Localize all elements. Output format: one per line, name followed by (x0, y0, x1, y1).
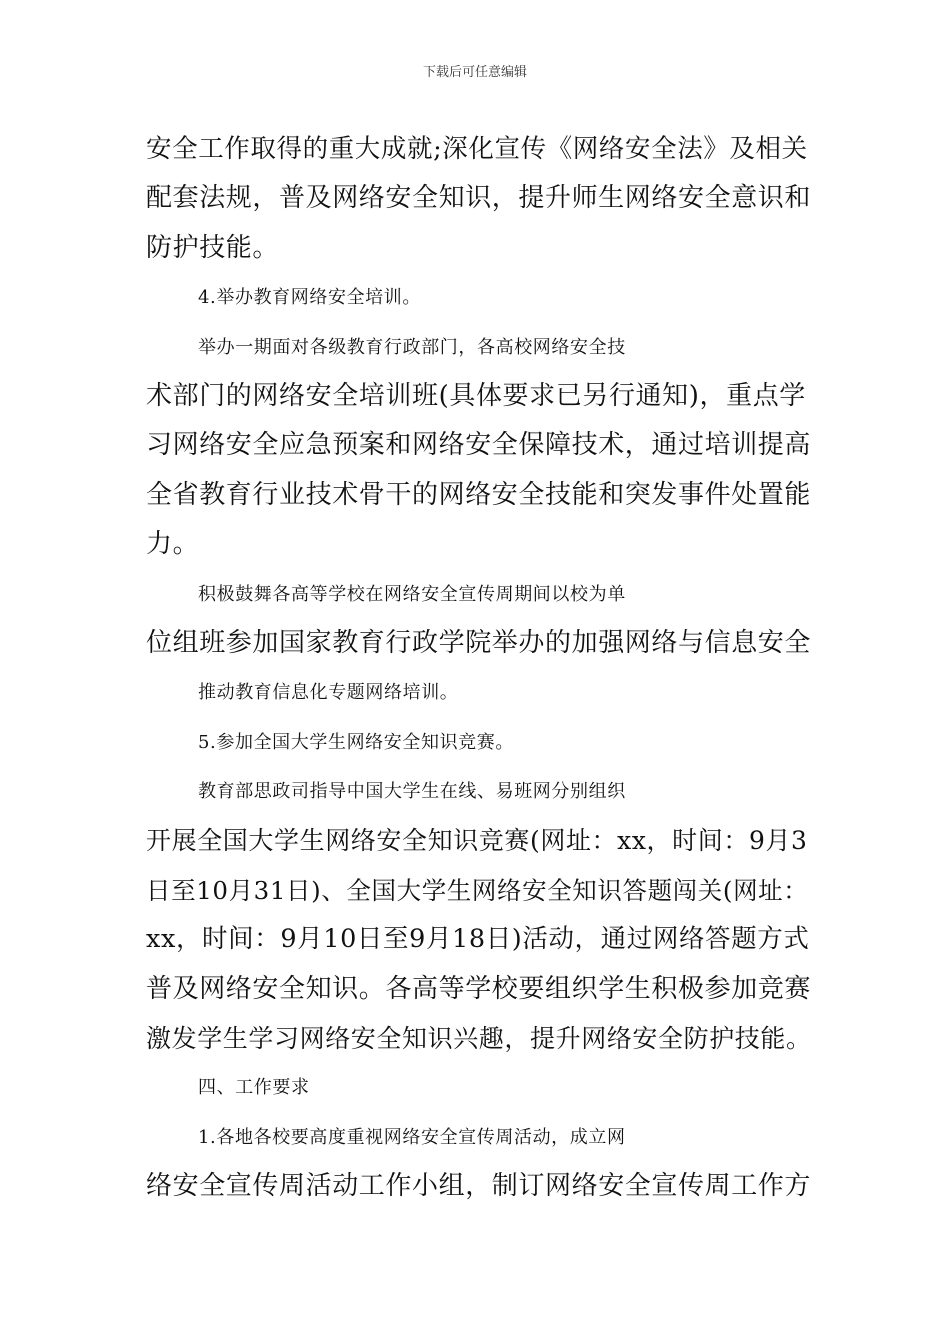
text-line: 习网络安全应急预案和网络安全保障技术，通过培训提高 (146, 430, 812, 461)
section-heading: 四、工作要求 (198, 1077, 310, 1099)
document-body (146, 125, 816, 1212)
text-line: 术部门的网络安全培训班(具体要求已另行通知)，重点学 (146, 380, 806, 411)
text-line: 普及网络安全知识。各高等学校要组织学生积极参加竞赛 (146, 973, 812, 1004)
text-line: 安全工作取得的重大成就;深化宣传《网络安全法》及相关 (146, 134, 808, 164)
text-line: 全省教育行业技术骨干的网络安全技能和突发事件处置能 (146, 479, 812, 510)
section-heading: 4.举办教育网络安全培训。 (198, 287, 421, 309)
text-line: 力。 (146, 529, 200, 560)
page-header: 下载后可任意编辑 (422, 65, 527, 80)
text-line: 络安全宣传周活动工作小组，制订网络安全宣传周工作方 (146, 1171, 812, 1202)
text-line: 位组班参加国家教育行政学院举办的加强网络与信息安全 (146, 627, 812, 658)
text-line: 举办一期面对各级教育行政部门，各高校网络安全技 (198, 336, 626, 358)
text-line: 配套法规，普及网络安全知识，提升师生网络安全意识和 (146, 183, 812, 214)
text-line: 日至10月31日)、全国大学生网络安全知识答题闯关(网址： (146, 875, 809, 905)
text-line: xx，时间：9月10日至9月18日)活动，通过网络答题方式 (146, 924, 810, 955)
text-line: 开展全国大学生网络安全知识竞赛(网址：xx，时间：9月3 (146, 826, 808, 856)
text-line: 积极鼓舞各高等学校在网络安全宣传周期间以校为单 (198, 583, 626, 605)
text-line: 防护技能。 (146, 232, 280, 263)
text-line: 教育部思政司指导中国大学生在线、易班网分别组织 (198, 781, 626, 803)
text-line: 1.各地各校要高度重视网络安全宣传周活动，成立网 (198, 1126, 626, 1148)
section-heading: 5.参加全国大学生网络安全知识竞赛。 (198, 731, 514, 753)
text-line: 激发学生学习网络安全知识兴趣，提升网络安全防护技能。 (146, 1024, 812, 1054)
text-line: 推动教育信息化专题网络培训。 (198, 682, 459, 704)
